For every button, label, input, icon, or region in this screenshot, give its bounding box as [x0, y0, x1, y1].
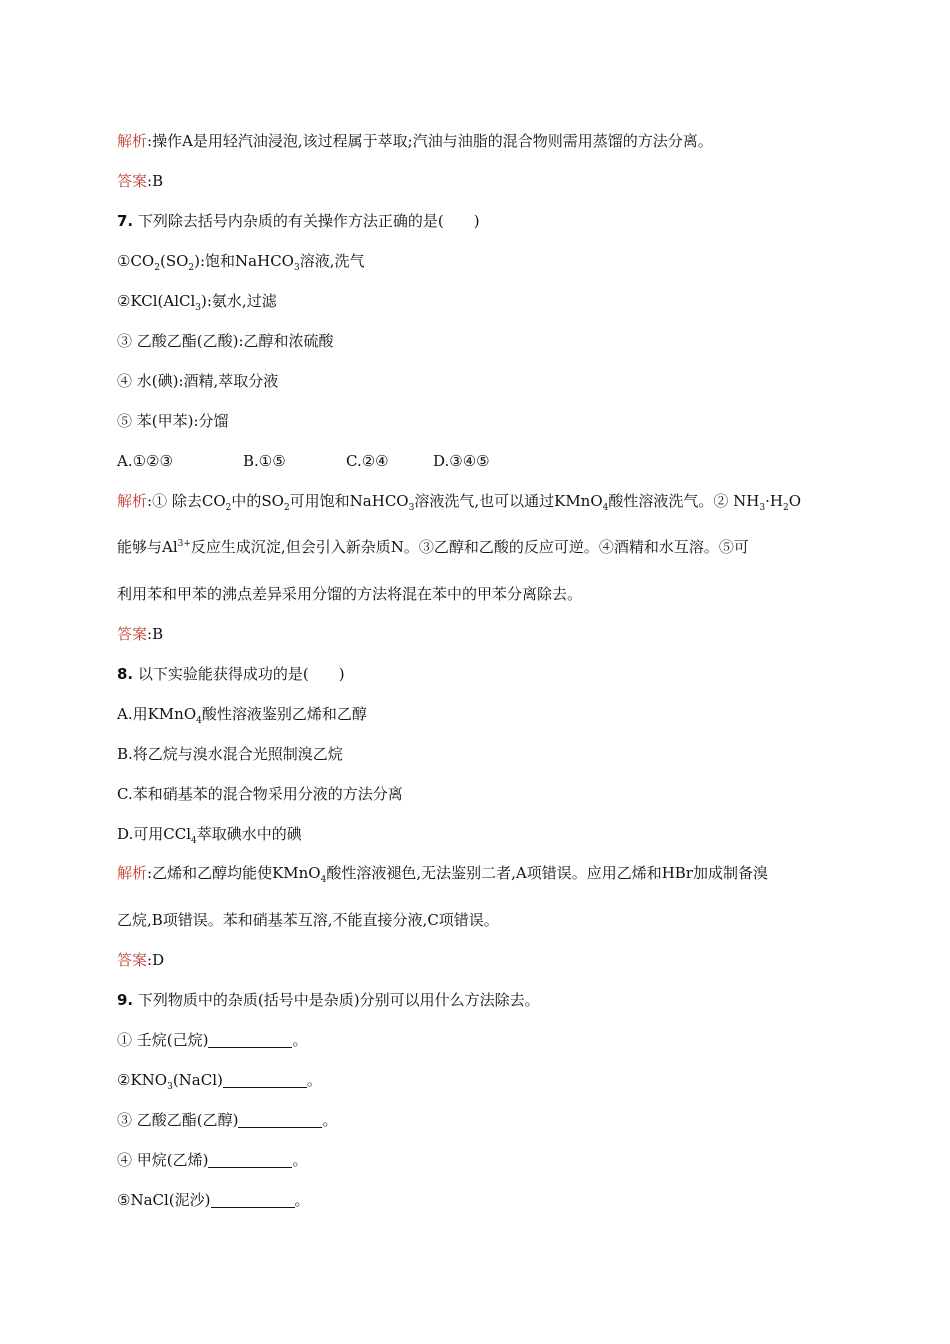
- text: ④ 甲烷(乙烯): [117, 1151, 209, 1169]
- q8-analysis-line-2: 乙烷,B项错误。苯和硝基苯互溶,不能直接分液,C项错误。: [117, 911, 499, 929]
- text: 反应生成沉淀,但会引入新杂质N。③乙醇和乙酸的反应可逆。④酒精和水互溶。⑤可: [190, 538, 749, 556]
- text: (NaCl): [172, 1071, 223, 1089]
- answer-label: 答案: [117, 951, 148, 969]
- text: ②KNO: [117, 1071, 168, 1089]
- q7-option-b: B.①⑤: [243, 452, 286, 470]
- q8-stem-text: 以下实验能获得成功的是( ): [133, 665, 345, 683]
- subscript: 3: [759, 503, 766, 513]
- q8-answer-value: :D: [147, 951, 165, 969]
- q9-item-4: [117, 1150, 308, 1170]
- q7-stem-text: 下列除去括号内杂质的有关操作方法正确的是( ): [133, 212, 480, 230]
- q9-item-2: [117, 1070, 322, 1090]
- q7-item-4: ④ 水(碘):酒精,萃取分液: [117, 372, 279, 390]
- q7-option-d: D.③④⑤: [433, 452, 490, 470]
- text: 酸性溶液褪色,无法鉴别二者,A项错误。应用乙烯和HBr加成制备溴: [326, 864, 768, 882]
- text: :① 除去CO: [147, 492, 226, 510]
- text: ① 壬烷(己烷): [117, 1031, 209, 1049]
- subscript: 3: [167, 1082, 173, 1092]
- q7-number: 7.: [117, 212, 134, 230]
- q7-item-1-part: 溶液,洗气: [299, 252, 365, 270]
- q7-answer-value: :B: [147, 625, 164, 643]
- q7-item-1-part: (SO: [159, 252, 189, 270]
- text: 能够与Al: [117, 538, 178, 556]
- q7-option-a: A.①②③: [117, 452, 173, 470]
- q9-stem-text: 下列物质中的杂质(括号中是杂质)分别可以用什么方法除去。: [133, 991, 540, 1009]
- text: 溶液洗气,也可以通过KMnO: [414, 492, 603, 510]
- q7-item-1-part: ):饱和NaHCO: [194, 252, 294, 270]
- text: 中的SO: [231, 492, 284, 510]
- analysis-label: 解析: [117, 132, 148, 150]
- text: 萃取碘水中的碘: [196, 825, 302, 843]
- analysis-label: 解析: [117, 864, 148, 882]
- q8-analysis-line-1: [117, 863, 768, 883]
- q9-stem: [117, 990, 540, 1010]
- text: ⑤NaCl(泥沙): [117, 1191, 211, 1209]
- q7-item-1: [117, 251, 365, 271]
- q9-number: 9.: [117, 991, 134, 1009]
- subscript: 4: [191, 836, 197, 846]
- answer-blank[interactable]: [238, 1113, 322, 1128]
- q9-item-3: [117, 1110, 338, 1130]
- text: 。: [294, 1191, 310, 1209]
- q9-item-1: [117, 1030, 308, 1050]
- subscript: 3: [293, 263, 300, 273]
- answer-blank[interactable]: [223, 1073, 307, 1088]
- answer-label: 答案: [117, 625, 148, 643]
- answer-blank[interactable]: [208, 1033, 292, 1048]
- answer-blank[interactable]: [208, 1153, 292, 1168]
- q7-option-c: C.②④: [346, 452, 389, 470]
- text: O: [788, 492, 801, 510]
- q6-answer-value: :B: [147, 172, 164, 190]
- q7-analysis-line-1: [117, 491, 801, 511]
- subscript: 2: [283, 503, 290, 513]
- subscript: 2: [154, 263, 160, 273]
- q8-option-b: B.将乙烷与溴水混合光照制溴乙烷: [117, 745, 343, 763]
- subscript: 4: [196, 716, 202, 726]
- text: 。: [292, 1031, 308, 1049]
- text: D.可用CCl: [117, 825, 192, 843]
- q8-option-d: [117, 824, 302, 844]
- q7-analysis-line-2: [117, 537, 749, 557]
- q7-item-1-part: ①CO: [117, 252, 155, 270]
- q8-stem: [117, 664, 345, 684]
- text: 。: [322, 1111, 338, 1129]
- subscript: 2: [225, 503, 232, 513]
- q8-option-a: [117, 704, 367, 724]
- text: 酸性溶液鉴别乙烯和乙醇: [201, 705, 367, 723]
- q7-item-2-part: ):氨水,过滤: [201, 292, 277, 310]
- answer-label: 答案: [117, 172, 148, 190]
- text: :乙烯和乙醇均能使KMnO: [147, 864, 321, 882]
- q7-item-2-part: ②KCl(AlCl: [117, 292, 196, 310]
- q7-options: [117, 451, 490, 471]
- text: 可用饱和NaHCO: [289, 492, 409, 510]
- q6-analysis-text: :操作A是用轻汽油浸泡,该过程属于萃取;汽油与油脂的混合物则需用蒸馏的方法分离。: [147, 132, 713, 150]
- subscript: 3: [408, 503, 415, 513]
- text: ③ 乙酸乙酯(乙醇): [117, 1111, 239, 1129]
- q7-answer: [117, 624, 163, 644]
- text: 。: [306, 1071, 322, 1089]
- q8-answer: [117, 950, 164, 970]
- q7-item-2: [117, 291, 277, 311]
- subscript: 2: [782, 503, 789, 513]
- subscript: 4: [602, 503, 609, 513]
- answer-blank[interactable]: [211, 1193, 295, 1208]
- q7-item-3: ③ 乙酸乙酯(乙酸):乙醇和浓硫酸: [117, 332, 334, 350]
- q6-answer: [117, 171, 163, 191]
- q6-analysis: [117, 131, 713, 151]
- text: 。: [292, 1151, 308, 1169]
- subscript: 4: [320, 875, 327, 885]
- analysis-label: 解析: [117, 492, 148, 510]
- text: A.用KMnO: [117, 705, 197, 723]
- subscript: 2: [188, 263, 195, 273]
- q7-analysis-line-3: 利用苯和甲苯的沸点差异采用分馏的方法将混在苯中的甲苯分离除去。: [117, 585, 583, 603]
- subscript: 3: [195, 303, 202, 313]
- superscript: 3+: [177, 539, 191, 549]
- q7-stem: [117, 211, 480, 231]
- text: 酸性溶液洗气。② NH: [608, 492, 760, 510]
- text: ·H: [765, 492, 783, 510]
- q8-option-c: C.苯和硝基苯的混合物采用分液的方法分离: [117, 785, 403, 803]
- q7-item-5: ⑤ 苯(甲苯):分馏: [117, 412, 229, 430]
- q8-number: 8.: [117, 665, 134, 683]
- q9-item-5: [117, 1190, 310, 1210]
